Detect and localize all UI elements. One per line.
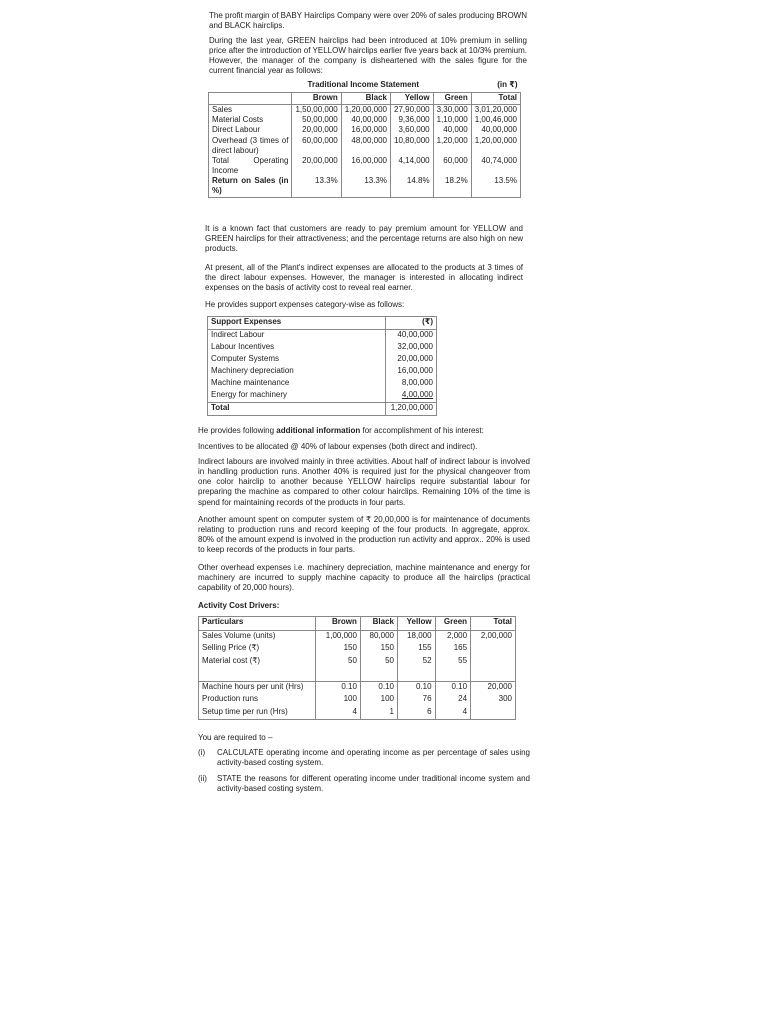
table-cell: 76 bbox=[397, 694, 435, 707]
table-row bbox=[208, 390, 437, 403]
table-row bbox=[208, 342, 437, 354]
table-cell: 1,50,00,000 bbox=[292, 105, 341, 116]
table-cell: 13.5% bbox=[471, 176, 520, 197]
required-item-1 bbox=[198, 748, 530, 768]
table-cell: 40,00,000 bbox=[471, 125, 520, 135]
mid-paragraph-1: It is a known fact that customers are ready to pay premium amount for YELLOW and GREEN hairclips for their attractiveness; and the percentage returns are also high on new products. bbox=[205, 224, 523, 254]
table-cell: 60,000 bbox=[433, 156, 471, 176]
additional-lead-pre: He provides following bbox=[198, 426, 277, 435]
column-header: Total bbox=[471, 93, 520, 105]
required-item-text: STATE the reasons for different operating income under traditional income system and activity-based costing system. bbox=[217, 774, 530, 794]
additional-lead-bold: additional information bbox=[276, 426, 361, 435]
table-cell: 16,00,000 bbox=[341, 125, 390, 135]
table-cell: 150 bbox=[316, 643, 361, 656]
column-header: Particulars bbox=[199, 617, 316, 631]
table-cell: 10,80,000 bbox=[391, 136, 434, 156]
table-cell bbox=[471, 656, 516, 669]
row-label: Machine maintenance bbox=[208, 378, 386, 390]
table-cell: 9,36,000 bbox=[391, 115, 434, 125]
table-cell: 13.3% bbox=[292, 176, 341, 197]
mid-paragraph-2: At present, all of the Plant's indirect expenses are allocated to the products at 3 times of the direct labour expenses. However, the manager is interested in allocating indirect expenses on the basis of activity cost to reveal real earner. bbox=[205, 263, 523, 293]
table-cell: 155 bbox=[397, 643, 435, 656]
column-header: Total bbox=[471, 617, 516, 631]
table-row bbox=[209, 105, 521, 116]
row-label: Overhead (3 times of direct labour) bbox=[209, 136, 292, 156]
table-row-spacer bbox=[199, 668, 516, 681]
table-cell: 55 bbox=[435, 656, 470, 669]
row-label: Labour Incentives bbox=[208, 342, 386, 354]
table-row bbox=[208, 330, 437, 343]
table-row bbox=[199, 694, 516, 707]
table-cell: 50 bbox=[316, 656, 361, 669]
table-cell: 40,00,000 bbox=[341, 115, 390, 125]
table-cell: 27,90,000 bbox=[391, 105, 434, 116]
table-cell: 16,00,000 bbox=[386, 366, 437, 378]
intro-paragraph-1: The profit margin of BABY Hairclips Company were over 20% of sales producing BROWN and BLACK hairclips. bbox=[209, 11, 527, 31]
table-cell: 4 bbox=[316, 707, 361, 720]
drivers-header bbox=[199, 617, 516, 631]
table-cell: 40,00,000 bbox=[386, 330, 437, 343]
table-cell: 1,00,000 bbox=[316, 630, 361, 643]
additional-paragraph-1: Incentives to be allocated @ 40% of labour expenses (both direct and indirect). bbox=[198, 442, 478, 451]
table-row bbox=[199, 630, 516, 643]
table-row bbox=[199, 643, 516, 656]
table-cell: 0.10 bbox=[360, 681, 397, 694]
table-cell bbox=[471, 707, 516, 720]
table-cell: 16,00,000 bbox=[341, 156, 390, 176]
table-cell: 0.10 bbox=[316, 681, 361, 694]
table-cell: 1 bbox=[360, 707, 397, 720]
row-label: Computer Systems bbox=[208, 354, 386, 366]
table-row bbox=[208, 354, 437, 366]
column-header: Yellow bbox=[391, 93, 434, 105]
table-row bbox=[208, 366, 437, 378]
row-label: Production runs bbox=[199, 694, 316, 707]
support-expenses-header bbox=[208, 317, 437, 330]
table-cell: 24 bbox=[435, 694, 470, 707]
table-cell: 20,00,000 bbox=[292, 156, 341, 176]
support-expenses-table bbox=[207, 316, 437, 416]
table-cell: 165 bbox=[435, 643, 470, 656]
table-cell: 20,000 bbox=[471, 681, 516, 694]
table-cell: 50,00,000 bbox=[292, 115, 341, 125]
table-cell: 1,20,00,000 bbox=[471, 136, 520, 156]
row-label: Machinery depreciation bbox=[208, 366, 386, 378]
table-cell: 1,10,000 bbox=[433, 115, 471, 125]
required-item-2 bbox=[198, 774, 530, 794]
table-cell: 0.10 bbox=[397, 681, 435, 694]
column-header: Yellow bbox=[397, 617, 435, 631]
table-cell: 14.8% bbox=[391, 176, 434, 197]
table-cell: 60,00,000 bbox=[292, 136, 341, 156]
row-label: Energy for machinery bbox=[208, 390, 386, 403]
column-header: Black bbox=[341, 93, 390, 105]
table-cell: 48,00,000 bbox=[341, 136, 390, 156]
row-label: Return on Sales (in %) bbox=[209, 176, 292, 197]
table-cell: 100 bbox=[360, 694, 397, 707]
table-row bbox=[209, 136, 521, 156]
table-cell: 0.10 bbox=[435, 681, 470, 694]
table-cell: 2,000 bbox=[435, 630, 470, 643]
table-cell: 1,00,46,000 bbox=[471, 115, 520, 125]
table-row bbox=[209, 115, 521, 125]
required-item-number: (ii) bbox=[198, 774, 207, 783]
column-header: Support Expenses bbox=[208, 317, 386, 330]
table-cell: 4,14,000 bbox=[391, 156, 434, 176]
column-header: (₹) bbox=[386, 317, 437, 330]
income-statement-title: Traditional Income Statement bbox=[307, 80, 420, 89]
table-cell: 50 bbox=[360, 656, 397, 669]
table-cell: 1,20,00,000 bbox=[386, 403, 437, 416]
table-cell: 32,00,000 bbox=[386, 342, 437, 354]
table-cell: 3,30,000 bbox=[433, 105, 471, 116]
table-cell: 20,00,000 bbox=[292, 125, 341, 135]
table-cell: 4,00,000 bbox=[386, 390, 437, 403]
income-statement-header bbox=[209, 93, 521, 105]
row-label: Sales Volume (units) bbox=[199, 630, 316, 643]
table-cell: 150 bbox=[360, 643, 397, 656]
table-cell: 2,00,000 bbox=[471, 630, 516, 643]
table-cell: 13.3% bbox=[341, 176, 390, 197]
row-label: Material Costs bbox=[209, 115, 292, 125]
additional-paragraph-2: Indirect labours are involved mainly in three activities. About half of indirect labour is involved in handling production runs. Another 40% is required just for the physical changeover from one color hairclip to another because YELLOW hairclips require substantial labour for preparing the machine as compared to other colour hairclips. Remaining 10% of the time is spend for maintaining records of the products in four parts. bbox=[198, 457, 530, 507]
column-header bbox=[209, 93, 292, 105]
table-cell: 3,01,20,000 bbox=[471, 105, 520, 116]
row-label: Selling Price (₹) bbox=[199, 643, 316, 656]
table-cell: 40,000 bbox=[433, 125, 471, 135]
table-cell: 18.2% bbox=[433, 176, 471, 197]
table-cell: 1,20,000 bbox=[433, 136, 471, 156]
table-cell bbox=[471, 643, 516, 656]
additional-lead bbox=[198, 426, 530, 436]
row-label: Indirect Labour bbox=[208, 330, 386, 343]
table-row bbox=[199, 681, 516, 694]
row-label: Sales bbox=[209, 105, 292, 116]
column-header: Brown bbox=[316, 617, 361, 631]
income-statement-table bbox=[208, 80, 521, 198]
additional-paragraph-3: Another amount spent on computer system of ₹ 20,00,000 is for maintenance of documents relating to production runs and record keeping of the four products. In aggregate, approx. 80% of the amount expend is involved in the production run activity and approx.. 20% is used to keep records of the products in four parts. bbox=[198, 515, 530, 555]
row-label: Direct Labour bbox=[209, 125, 292, 135]
column-header: Green bbox=[435, 617, 470, 631]
table-row-total bbox=[208, 403, 437, 416]
table-row bbox=[209, 125, 521, 135]
income-statement-unit: (in ₹) bbox=[497, 80, 518, 89]
table-row bbox=[199, 707, 516, 720]
table-cell: 52 bbox=[397, 656, 435, 669]
table-cell: 20,00,000 bbox=[386, 354, 437, 366]
table-cell: 1,20,00,000 bbox=[341, 105, 390, 116]
table-row bbox=[209, 156, 521, 176]
table-cell: 6 bbox=[397, 707, 435, 720]
row-label: Material cost (₹) bbox=[199, 656, 316, 669]
column-header: Green bbox=[433, 93, 471, 105]
drivers-heading: Activity Cost Drivers: bbox=[198, 601, 280, 610]
mid-paragraph-3: He provides support expenses category-wise as follows: bbox=[205, 300, 405, 309]
additional-paragraph-4: Other overhead expenses i.e. machinery depreciation, machine maintenance and energy for machinery are incurred to supply machine capacity to produce all the hairclips (practical capability of 20,000 hours). bbox=[198, 563, 530, 593]
row-label: Total Operating Income bbox=[209, 156, 292, 176]
table-cell: 8,00,000 bbox=[386, 378, 437, 390]
table-cell: 4 bbox=[435, 707, 470, 720]
table-cell: 80,000 bbox=[360, 630, 397, 643]
intro-paragraph-2: During the last year, GREEN hairclips had been introduced at 10% premium in selling price after the introduction of YELLOW hairclips earlier five years back at 10/3% premium. However, the manager of the company is disheartened with the sales figure for the current financial year as follows: bbox=[209, 36, 527, 76]
table-cell: 100 bbox=[316, 694, 361, 707]
column-header: Brown bbox=[292, 93, 341, 105]
table-row bbox=[208, 378, 437, 390]
required-lead: You are required to – bbox=[198, 733, 273, 742]
row-label: Setup time per run (Hrs) bbox=[199, 707, 316, 720]
row-label: Total bbox=[208, 403, 386, 416]
table-row bbox=[199, 656, 516, 669]
additional-lead-post: for accomplishment of his interest: bbox=[360, 426, 484, 435]
activity-drivers-table bbox=[198, 616, 516, 720]
table-cell: 300 bbox=[471, 694, 516, 707]
column-header: Black bbox=[360, 617, 397, 631]
table-cell: 3,60,000 bbox=[391, 125, 434, 135]
table-row bbox=[209, 176, 521, 197]
table-cell: 18,000 bbox=[397, 630, 435, 643]
row-label: Machine hours per unit (Hrs) bbox=[199, 681, 316, 694]
table-cell: 40,74,000 bbox=[471, 156, 520, 176]
required-item-text: CALCULATE operating income and operating income as per percentage of sales using activity-based costing system. bbox=[217, 748, 530, 768]
required-item-number: (i) bbox=[198, 748, 206, 757]
